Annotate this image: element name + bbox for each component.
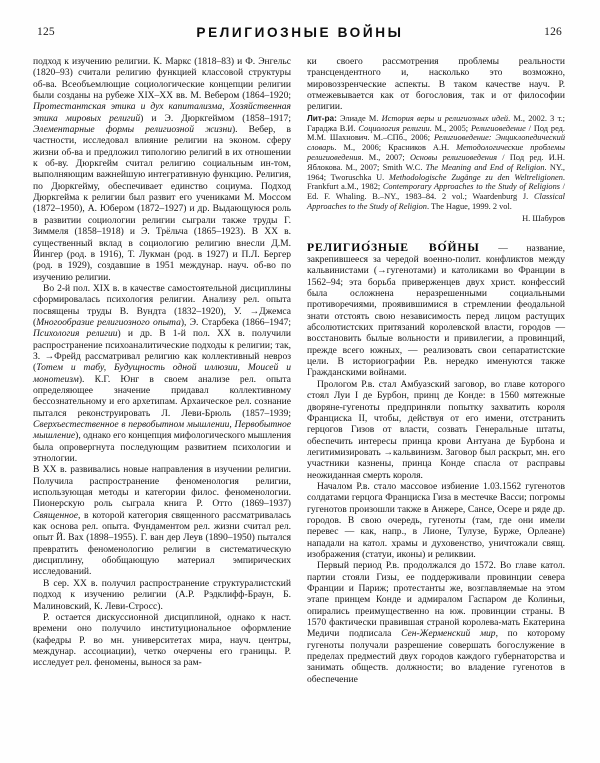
text-run: . М., 2002. 3 т.; Гараджа В.И. xyxy=(307,113,565,133)
italic-title: Элементарные формы религиозной жизни xyxy=(33,124,232,136)
folio-left: 125 xyxy=(37,26,55,38)
column-right xyxy=(307,56,565,685)
italic-title: Священное xyxy=(33,509,78,521)
column-left xyxy=(33,56,291,669)
text-run: . М., 2006; Красников А.Н. xyxy=(334,143,457,153)
text-run: ), однако его концепция мифологического мышления была опровергнута последующим развитием психологии и этнологии. xyxy=(33,430,291,465)
text-run: Во 2-й пол. XIX в. в качестве самостоятельной дисциплины сформировалась психология религии. Анализу рел. опыта посвящены труды В. Вундта (1832–1920), У. xyxy=(33,282,291,317)
text-run: В сер. XX в. получил распространение структуралистский подход к изучению религии (А.Р. Рэдклифф-Браун, Б. Малиновский, К. Леви-Стросс). xyxy=(33,577,291,612)
italic-title: Contemporary Approaches to the Study of Religions xyxy=(382,182,561,192)
italic-title: Методологические проблемы религиоведения xyxy=(307,143,565,162)
bibliography xyxy=(307,114,565,212)
italic-title: Сверхъестественное в первобытном мышлении, Первобытное мышление xyxy=(33,419,291,442)
text-run: / Ed. F. Whaling. B.–NY., 1983–84. 2 vol.; Waardenburg J. xyxy=(307,182,565,202)
italic-title: Methodologische Zugänge zu den Weltreligionen xyxy=(389,172,563,182)
cross-reference-arrow-icon: → xyxy=(383,446,394,458)
text-run: , по которому гугеноты получали разрешение совершать богослужение в пределах предместий двух городов каждого губернаторства и занимать обществ. должности; во владение гугенотов в обеспечение xyxy=(307,628,566,685)
italic-title: Многообразие религиозного опыта xyxy=(36,316,181,328)
italic-title: Религиоведение xyxy=(470,123,526,133)
italic-title: Протестантская этика и дух капитализма, Хозяйственная этика мировых религий xyxy=(33,101,291,124)
text-run: ки своего рассмотрения проблемы реальности трансцендентного и, насколько это возможно, мировоззренческие аспекты. В таком качестве науч. Р. отмежевывается как от богословия, так и от философии религии. xyxy=(307,56,565,113)
para-continuation-transcendent xyxy=(307,56,565,113)
text-run: Первый период Р.в. продолжался до 1572. Во главе катол. партии стояли Гизы, ее поддерживали провинции севера Франции и Париж; протестанты же, возглавляемые на этом этапе принцем Конде и адмиралом Гаспаром де Колиньи, опирались преимущественно на юж. провинции страны. В 1570 фактически правившая страной королева-мать Екатерина Медичи подписала xyxy=(307,560,565,640)
italic-title: Психология религии xyxy=(33,328,118,340)
cross-reference-arrow-icon: → xyxy=(44,350,55,362)
text-run: ). К.Г. Юнг в своем анализе рел. опыта определяющее значение придавал коллективному бессознательному и его архетипам. Архаическое рел. сознание пытался реконструировать Л. Леви-Брюль (1857–1939; xyxy=(33,373,291,419)
italic-title: Социология религии xyxy=(358,123,430,133)
text-run: Р. остается дискуссионной дисциплиной, однако к наст. времени оно получило институциональное оформление (кафедры Р. во мн. университетах мира, науч. центры, междунар. ассоциации), четко очерчены его границы. Р. исследует рел. феномены, вынося за рам- xyxy=(33,611,291,669)
cross-reference-arrow-icon: → xyxy=(377,265,387,277)
text-run: Фрейд рассматривал религию как коллективный невроз ( xyxy=(33,350,291,374)
dictionary-entry xyxy=(307,242,565,685)
text-run: ) и Э. Дюркгеймом (1858–1917; xyxy=(140,112,291,124)
para-entry-first-period xyxy=(307,560,565,685)
italic-title: Classical Approaches to the Study of Religion xyxy=(307,192,565,211)
text-run: . Frankfurt a.M., 1982; xyxy=(307,172,565,192)
para-discipline-status xyxy=(33,612,291,669)
text-run: Джемса ( xyxy=(33,305,291,328)
folio-right: 126 xyxy=(544,26,562,38)
text-run: гугенотами) и католиками во Франции в 1562–94; эта борьба приверженцев двух христ. конфессий была осложнена неразрешенными социальными противоречиями, проявившимися в стремлении феодальной знати отстоять свою независимость перед лицом растущих абсолютистских притязаний королевской власти, городов — восстановить былые вольности и привилегии, а провинций, прежде всего южных, — реализовать свои сепаратистские цели. В историографии Р.в. нередко именуются также Гражданскими войнами. xyxy=(307,265,565,379)
italic-title: История веры и религиозных идей xyxy=(381,113,509,123)
para-entry-amboise-conspiracy xyxy=(307,379,565,481)
author-signature: Н. Шабуров xyxy=(522,213,565,223)
bibliography-label: Лит-ра: xyxy=(307,113,337,123)
text-run: . The Hague, 1999. 2 vol. xyxy=(426,201,512,211)
para-phenomenology-of-religion xyxy=(33,464,291,577)
italic-title: Основы религиоведения xyxy=(409,152,497,162)
para-structuralism xyxy=(33,578,291,612)
text-run: ), Э. Старбека (1866–1947; xyxy=(180,316,291,328)
text-run: В XX в. развивались новые направления в изучении религии. Получила распространение феноменология религии, использующая методы и категории филос. феноменологии. Пионерскую роль сыграла книга Р. Отто (1869–1937) xyxy=(33,464,291,510)
text-run: , в которой категория священного рассматривалась как основа рел. опыта. Фундаментом рел. жизни считал рел. опыт Й. Вах (1898–1955). Г. ван дер Леув (1890–1950) пытался превратить феноменологию религии в систематическую дисциплину, обобщающую материал эмпирических исследований. xyxy=(33,509,291,578)
text-run: / Под ред. И.Н. Яблокова. М., 2007; Smith W.C. xyxy=(307,152,565,172)
text-run: кальвинизм. Заговор был раскрыт, мн. его участники казнены, принца Конде спасла от расправы неожиданная смерть короля. xyxy=(307,446,565,481)
text-run: ). Вебер, в частности, исследовал влияние религии на эконом. сферу жизни об-ва и предложил типологию религий в их отношении к об-ву. Дюркгейм считал религию социальным ин-том, выполняющим важнейшую интегративную функцию. Религия, по Дюркгейму, обеспечивает единство социума. Подход Дюркгейма к религии был развит его учениками М. Моссом (1872–1950), А. Юбером (1872–1927) и др. Выдающуюся роль в развитии социологии религии сыграли также труды Г. Зиммеля (1858–1918) и Э. Трёльча (1865–1923). В XX в. существенный вклад в социологию религию внесли Д.М. Йингер (род. в 1916), Т. Лукман (род. в 1927) и П.Л. Бергер (род. в 1929), создавшие в 1951 междунар. науч. об-во по изучению религии. xyxy=(33,124,291,283)
italic-title: Религиоведение: Энциклопедический словарь xyxy=(307,133,565,153)
cross-reference-arrow-icon: → xyxy=(249,305,260,317)
text-run: Началом Р.в. стало массовое избиение 1.03.1562 гугенотов солдатами герцога Франциска Гиза в местечке Васси; погромы гугенотов произошли также в Анжере, Сансе, Осере и ряде др. городов. В свою очередь, гугеноты (там, где они имели перевес — как, напр., в Лионе, Тулузе, Бурже, Орлеане) нападали на катол. храмы и духовенство, уничтожали свящ. изображения (статуи, иконы) и реликвии. xyxy=(307,480,565,560)
text-run: . NY., 1964; Tworuschka U. xyxy=(307,162,565,182)
text-run: — название, закрепившееся за чередой военно-полит. конфликтов между кальвинистами ( xyxy=(307,242,565,277)
text-run: Элиаде М. xyxy=(336,113,382,123)
para-religiovedenie-sociology xyxy=(33,56,291,283)
text-run: подход к изучению религии. К. Маркс (1818–83) и Ф. Энгельс (1820–93) считали религию функцией классовой структуры об-ва. Всеобъемлющие социологические концепции религии были созданы на рубеже XIX–XX вв. М. Вебером (1864–1920; xyxy=(33,56,291,102)
text-run: . М., 2007; xyxy=(361,152,410,162)
text-run: / Под ред. М.М. Шахнович. М.–СПб., 2006; xyxy=(307,123,566,143)
text-run: ) и др. В 1-й пол. XX в. получили распространение психоаналитические подходы к религии; так, З. xyxy=(33,328,292,362)
text-run: Прологом Р.в. стал Амбуазский заговор, во главе которого стоял Луи I де Бурбон, принц де Конде: в 1560 мятежные дворяне-гугеноты предприняли попытку захватить короля Франциска II, чтобы, действуя от его имени, отстранить герцогов Гизов от власти, созвать Генеральные штаты, обеспечить интересы принца крови Антуана де Бурбона и легитимизировать xyxy=(307,378,565,458)
para-entry-definition xyxy=(307,242,565,379)
two-column-body xyxy=(33,56,567,756)
italic-title: Тотем и табу, Будущность одной иллюзии, Моисей и монотеизм xyxy=(33,362,291,385)
text-run: . М., 2005; xyxy=(429,123,471,133)
running-head xyxy=(33,26,567,50)
entry-headword: РЕЛИГИО́ЗНЫЕ ВО́ЙНЫ xyxy=(307,240,480,254)
italic-title: Сен-Жерменский мир xyxy=(401,628,496,640)
running-head-title: РЕЛИГИОЗНЫЕ ВОЙНЫ xyxy=(196,25,404,40)
para-psychology-of-religion xyxy=(33,283,291,465)
para-entry-vassy-massacre xyxy=(307,481,565,560)
italic-title: The Meaning and End of Religion xyxy=(425,162,545,172)
